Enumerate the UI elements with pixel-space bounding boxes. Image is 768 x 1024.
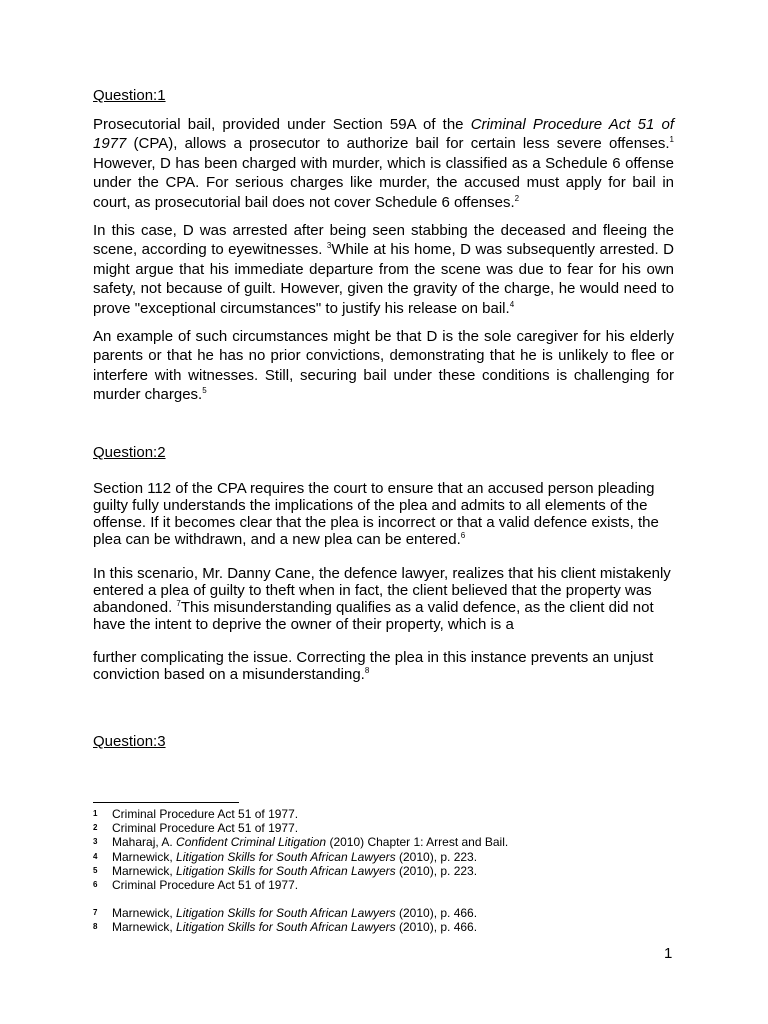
q1-paragraph-2	[93, 221, 674, 318]
text: (CPA), allows a prosecutor to authorize bail for certain less severe offenses.	[126, 135, 670, 153]
footnote-text: Marnewick, Litigation Skills for South African Lawyers (2010), p. 223.	[112, 849, 478, 864]
footnote-number: 5	[93, 865, 98, 875]
footnote-5	[93, 864, 693, 878]
footnote-ref-8[interactable]: 8	[364, 666, 370, 675]
footnote-4	[93, 850, 693, 864]
text: While at his home, D was subsequently arrested. D might argue that his immediate departure from the scene was due to fear for his own safety, not because of guilt. However, given the gravity of the charge, he would need to prove "exceptional circumstances" to justify his release on bail.	[93, 241, 675, 317]
footnote-number: 3	[93, 837, 98, 847]
footnote-ref-7[interactable]: 7	[176, 599, 181, 608]
text: Section 112 of the CPA requires the court to ensure that an accused person pleading guilty fully understands the implications of the plea and admits to all elements of the offense. If it becomes clear that the plea is incorrect or that a valid defence exists, the plea can be withdrawn, and a new plea can be entered.	[93, 480, 659, 548]
footnote-ref-4[interactable]: 4	[509, 299, 515, 309]
footnote-text: Marnewick, Litigation Skills for South African Lawyers (2010), p. 466.	[112, 920, 478, 935]
footnote-text: Marnewick, Litigation Skills for South African Lawyers (2010), p. 466.	[112, 906, 478, 921]
footnote-text: Maharaj, A. Confident Criminal Litigation (2010) Chapter 1: Arrest and Bail.	[112, 835, 509, 850]
q2-paragraph-2	[93, 565, 674, 633]
footnote-number: 1	[93, 809, 98, 818]
footnote-number: 8	[93, 922, 98, 932]
question-2-heading: Question:2	[93, 444, 166, 461]
footnote-number: 6	[93, 880, 98, 890]
footnote-2	[93, 821, 693, 835]
footnotes	[93, 807, 693, 935]
footnote-separator	[93, 802, 239, 803]
text: further complicating the issue. Correcting the plea in this instance prevents an unjust conviction based on a misunderstanding.	[93, 649, 654, 683]
footnote-3	[93, 835, 693, 849]
footnote-spacer	[93, 892, 693, 906]
footnote-ref-2[interactable]: 2	[514, 193, 520, 203]
footnote-ref-3[interactable]: 3	[326, 241, 332, 251]
q2-paragraph-1	[93, 480, 674, 548]
text: Prosecutorial bail, provided under Section 59A of the	[93, 116, 471, 133]
footnote-ref-5[interactable]: 5	[202, 386, 207, 396]
question-3-heading: Question:3	[93, 733, 166, 750]
q1-paragraph-1	[93, 115, 674, 212]
question-1-heading: Question:1	[93, 87, 166, 104]
footnote-text: Criminal Procedure Act 51 of 1977.	[112, 878, 299, 893]
q1-paragraph-3	[93, 327, 674, 405]
text: However, D has been charged with murder, which is classified as a Schedule 6 offense under the CPA. For serious charges like murder, the accused must apply for bail in court, as prosecutorial bail does not cover Schedule 6 offenses.	[93, 154, 674, 211]
text: In this scenario, Mr. Danny Cane, the defence lawyer, realizes that his client mistakenly entered a plea of guilty to theft when in fact, the client believed that the property was abandoned.	[93, 565, 671, 616]
act-title: Criminal Procedure Act 51 of 1977	[93, 116, 674, 153]
footnote-8	[93, 920, 693, 934]
footnote-number: 2	[93, 823, 98, 833]
text: In this case, D was arrested after being seen stabbing the deceased and fleeing the scene, according to eyewitnesses.	[93, 222, 674, 259]
footnote-number: 7	[93, 908, 98, 918]
footnote-7	[93, 906, 693, 920]
text: An example of such circumstances might be that D is the sole caregiver for his elderly parents or that he has no prior convictions, demonstrating that he is unlikely to flee or interfere with witnesses. Still, securing bail under these conditions is challenging for murder charges.	[93, 328, 674, 404]
footnote-1	[93, 807, 693, 821]
footnote-number: 4	[93, 851, 98, 861]
page-number: 1	[664, 945, 673, 962]
footnote-ref-1[interactable]: 1	[669, 135, 674, 145]
footnote-6	[93, 878, 693, 892]
text: This misunderstanding qualifies as a valid defence, as the client did not have the intent to deprive the owner of their property, which is a	[93, 599, 654, 633]
q2-paragraph-3	[93, 649, 674, 683]
footnote-ref-6[interactable]: 6	[460, 531, 466, 540]
footnote-text: Marnewick, Litigation Skills for South African Lawyers (2010), p. 223.	[112, 863, 478, 878]
footnote-text: Criminal Procedure Act 51 of 1977.	[112, 807, 299, 821]
footnote-text: Criminal Procedure Act 51 of 1977.	[112, 821, 299, 836]
